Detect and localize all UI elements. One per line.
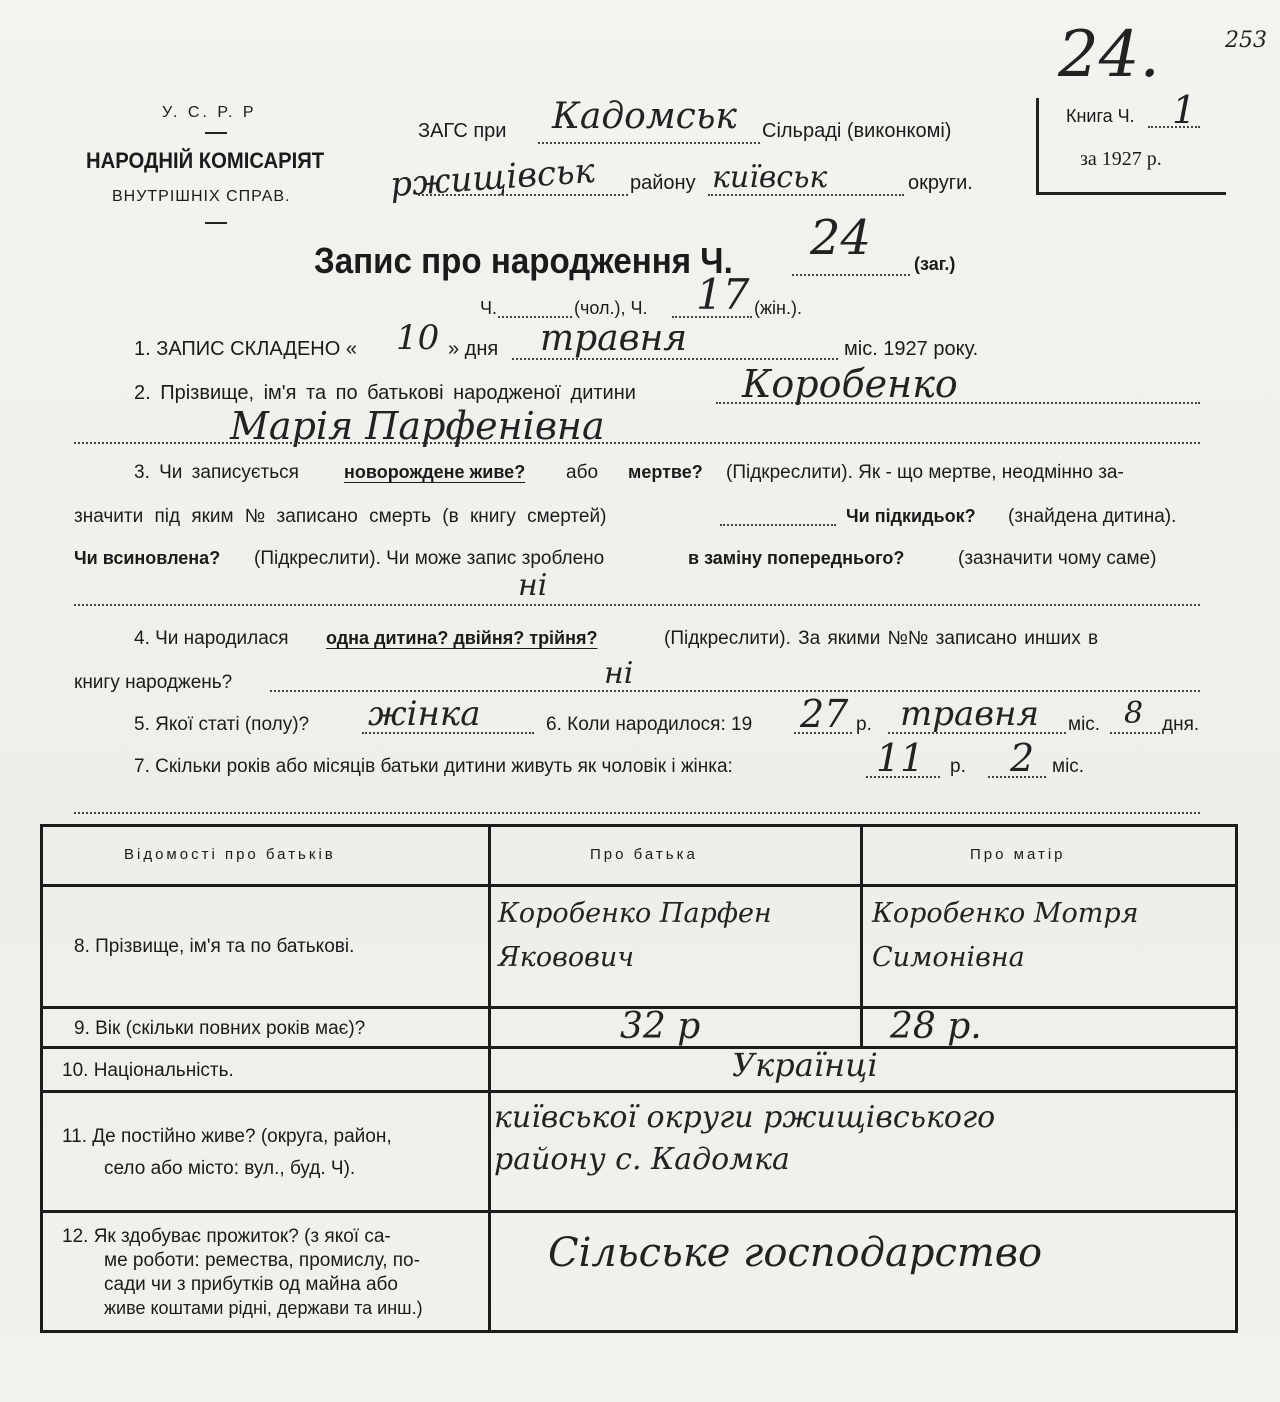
row12-label-1: 12. Як здобуває прожиток? (з якої са- (62, 1226, 391, 1247)
item5-label: 5. Якої статі (полу)? (134, 714, 310, 735)
row11-label-1: 11. Де постійно живе? (округа, район, (62, 1126, 392, 1147)
zags-prefix: ЗАГС при (418, 120, 507, 142)
item2-surname: Коробенко (742, 362, 958, 406)
agency-line1: У. С. Р. Р (162, 104, 257, 121)
item3-l3-d: (зазначити чому саме) (958, 548, 1157, 569)
table-header-father: Про батька (590, 846, 698, 863)
table-header-info: Відомості про батьків (124, 846, 336, 863)
record-title-suffix: (заг.) (914, 254, 956, 274)
sub-ch: Ч. (480, 298, 497, 318)
book-box-bottom (1036, 192, 1226, 195)
item7-months-line (988, 776, 1046, 778)
item4-l1-c: (Підкреслити). За якими №№ записано инших в (664, 628, 1099, 649)
zags-suffix: Сільраді (виконкомі) (762, 120, 952, 142)
table-header-mother: Про матір (970, 846, 1066, 863)
item4-l2-a: книгу народжень? (74, 672, 233, 693)
item3-l1-c: або (566, 462, 599, 483)
zags-village-line (538, 142, 760, 144)
zags-okrug-line (708, 194, 904, 196)
item4-line (270, 690, 1200, 692)
item2-name: Марія Парфенівна (230, 404, 605, 448)
item3-l2-line (720, 524, 836, 526)
row12-label-2: ме роботи: ремества, промислу, по- (104, 1250, 420, 1271)
row8-father: Коробенко Парфен Яковович (498, 898, 772, 973)
row11-label-2: село або місто: вул., буд. Ч). (104, 1158, 356, 1179)
zags-okrug: київськ (712, 160, 828, 195)
item5-line (362, 732, 534, 734)
item6-day-line (1110, 732, 1160, 734)
item1-text-a: 1. ЗАПИС СКЛАДЕНО « (134, 338, 357, 360)
item3-l1-a: 3. Чи записується (134, 462, 299, 483)
zags-village: Кадомськ (552, 96, 737, 137)
zags-district-label: району (630, 172, 696, 194)
item6-month: травня (900, 694, 1039, 734)
item6-mis: міс. (1068, 714, 1101, 735)
row12-both: Сільське господарство (548, 1230, 1043, 1276)
item3-line (74, 604, 1200, 606)
row11-both-1: київської округи ржищівського (494, 1100, 996, 1135)
row10-label: 10. Національність. (62, 1060, 234, 1081)
item2-line2 (74, 442, 1200, 444)
item7-line2 (74, 812, 1200, 814)
sub-female-label: (жін.). (754, 298, 802, 318)
zags-district: ржищівськ (388, 150, 597, 206)
row10-both: Українці (732, 1046, 878, 1084)
item4-l1-b: одна дитина? двійня? трійня? (326, 628, 598, 648)
item4-answer: ні (604, 656, 634, 691)
item3-l2-a: значити під яким № записано смерть (в книгу смертей) (74, 506, 607, 527)
table-header-sep (40, 884, 1238, 887)
item6-label: 6. Коли народилося: 19 (546, 714, 753, 735)
item2-text: 2. Прізвище, ім'я та по батькові народженої дитини (134, 382, 636, 404)
agency-divider-top (205, 132, 227, 134)
table-col-sep-2b (860, 1008, 863, 1048)
record-number: 24 (810, 210, 872, 266)
table-right-border (1235, 824, 1238, 1333)
zags-district-line (418, 194, 628, 196)
item3-l1-b: новорождене живе? (344, 462, 526, 482)
item1-month: травня (540, 318, 688, 359)
book-label: Книга Ч. (1066, 106, 1135, 126)
row12-label-4: живе коштами рідні, держави та инш.) (104, 1298, 423, 1318)
agency-line2: НАРОДНІЙ КОМІСАРІЯТ (86, 148, 325, 173)
row9-mother: 28 р. (890, 1006, 982, 1047)
item6-year-line (794, 732, 852, 734)
item6-month-line (888, 732, 1066, 734)
book-number-line (1148, 126, 1200, 128)
record-title: Запис про народження Ч. (314, 240, 733, 281)
agency-divider-bottom (205, 222, 227, 224)
item6-dnya: дня. (1162, 714, 1200, 735)
item3-l2-b: Чи підкидьок? (846, 506, 976, 526)
item6-r: р. (856, 714, 872, 735)
item7-label: 7. Скільки років або місяців батьки дитини живуть як чоловік і жінка: (134, 756, 733, 777)
item3-l1-e: (Підкреслити). Як - що мертве, неодмінно за- (726, 462, 1124, 483)
book-number: 1 (1172, 88, 1197, 132)
sub-male-label: (чол.), Ч. (574, 298, 648, 318)
item6-day: 8 (1124, 696, 1144, 731)
item1-text-c: міс. 1927 року. (844, 338, 979, 360)
table-row-sep-3 (40, 1090, 1238, 1093)
row8-label: 8. Прізвище, ім'я та по батькові. (74, 936, 355, 957)
book-box-left (1036, 98, 1039, 194)
page-number: 24. (1058, 18, 1160, 92)
item1-month-line (512, 358, 838, 360)
item6-year: 27 (800, 692, 849, 736)
table-col-sep-2a (860, 824, 863, 1008)
item3-l2-c: (знайдена дитина). (1008, 506, 1177, 527)
item3-answer: ні (518, 568, 548, 603)
item1-text-b: » дня (448, 338, 499, 360)
item5-sex: жінка (368, 694, 481, 734)
table-top-border (40, 824, 1238, 827)
item3-l3-c: в заміну попереднього? (688, 548, 905, 568)
item2-line1 (716, 402, 1200, 404)
item7-years-line (866, 776, 940, 778)
table-col-sep-1 (488, 824, 491, 1333)
row12-label-3: сади чи з прибутків од майна або (104, 1274, 398, 1295)
item1-day: 10 (396, 318, 440, 358)
table-left-border (40, 824, 43, 1333)
item7-r: р. (950, 756, 966, 777)
zags-okrug-label: округи. (908, 172, 973, 194)
row9-label: 9. Вік (скільки повних років має)? (74, 1018, 366, 1039)
item3-l3-b: (Підкреслити). Чи може запис зроблено (254, 548, 605, 569)
record-number-line (792, 274, 910, 276)
item7-mis: міс. (1052, 756, 1085, 777)
item3-l3-a: Чи всиновлена? (74, 548, 221, 568)
book-year: за 1927 р. (1080, 148, 1162, 170)
row8-mother: Коробенко Мотря Симонівна (872, 898, 1139, 973)
agency-line3: ВНУТРІШНІХ СПРАВ. (112, 188, 291, 205)
sub-female-number: 17 (696, 270, 750, 319)
page-number-small: 253 (1225, 28, 1267, 53)
item7-months: 2 (1010, 736, 1035, 780)
row11-both-2: району с. Кадомка (494, 1142, 790, 1177)
table-bottom-border (40, 1330, 1238, 1333)
item4-l1-a: 4. Чи народилася (134, 628, 289, 649)
item7-years: 11 (876, 736, 925, 780)
item3-l1-d: мертве? (628, 462, 703, 482)
table-row-sep-4 (40, 1210, 1238, 1213)
row9-father: 32 р (620, 1006, 701, 1047)
